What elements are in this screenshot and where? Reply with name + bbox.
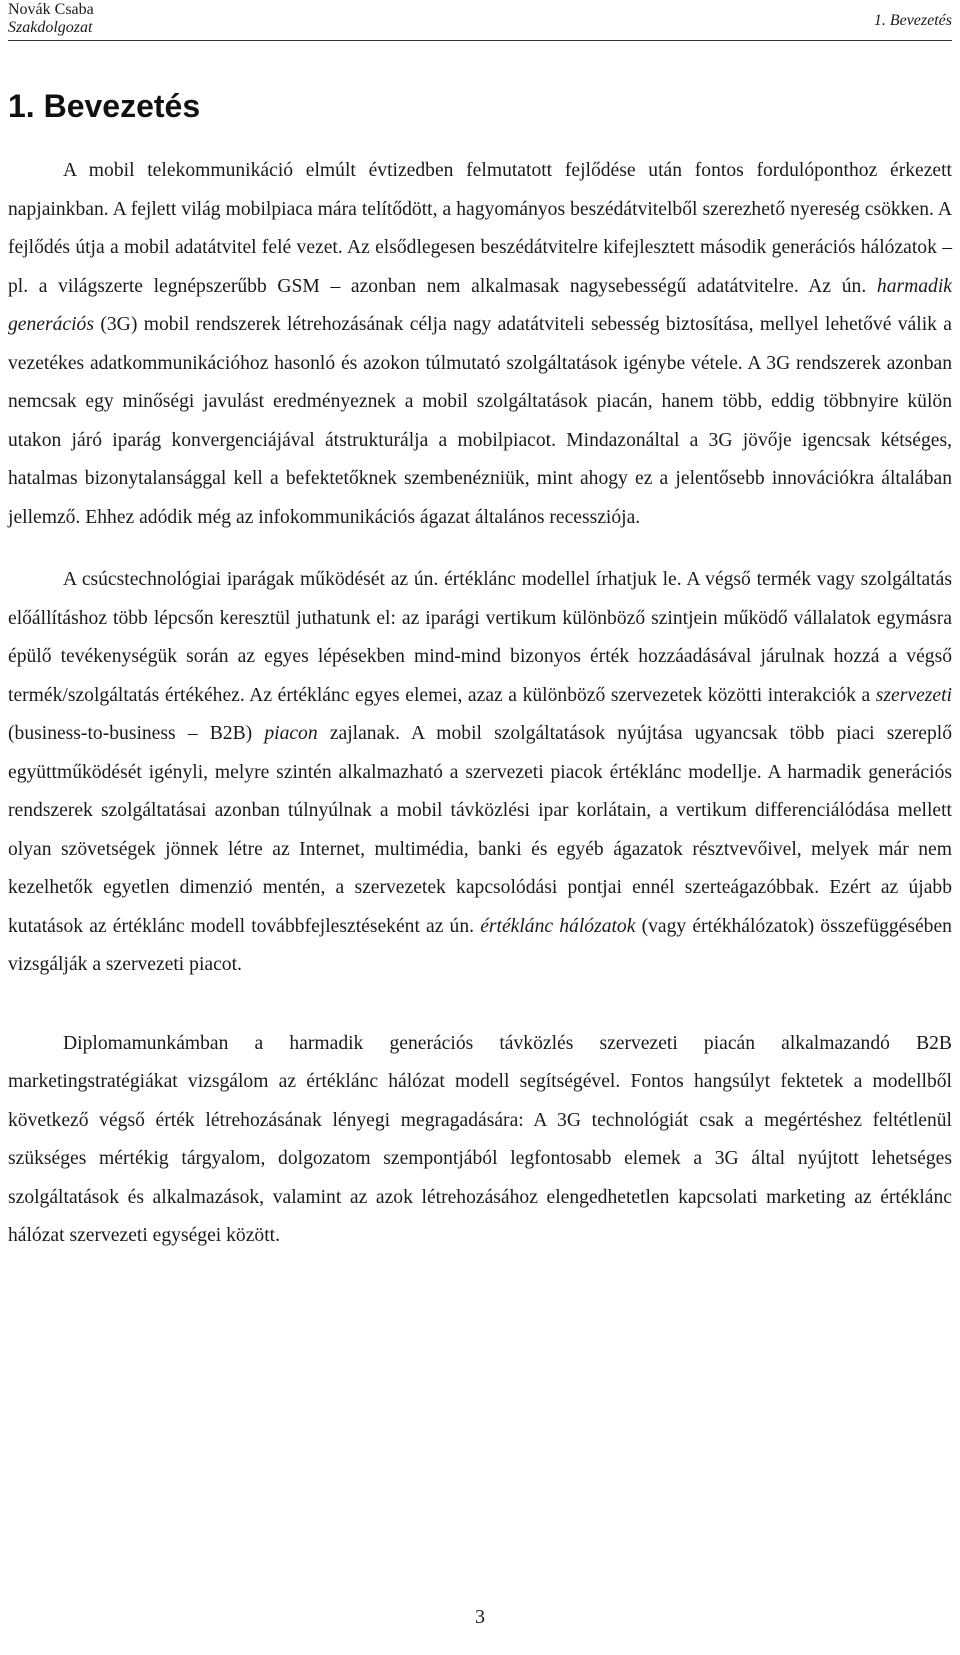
paragraph-2-text-2: (business-to-business – B2B) bbox=[8, 723, 253, 744]
paragraph-1-text-2: (3G) mobil rendszerek létrehozásának célja nagy adatátviteli sebesség biztosítása, mellyel lehetővé válik a vezetékes adatkommunikációhoz hasonló és azokon túlmutató szolgáltatások igénybe vétele. A 3G rendszerek azonban nemcsak egy minőségi javulást eredményeznek a mobil szolgáltatások piacán, hanem több, eddig többnyire külön utakon járó iparág konvergenciájával átstrukturálja a mobilpiacot. Mindazonáltal a 3G jövője igencsak kétséges, hatalmas bizonytalansággal kell a befektetőknek szembenézniük, mint ahogy ez a jelentősebb innovációkra általában jellemző. Ehhez adódik még az infokommunikációs ágazat általános recessziója. bbox=[8, 314, 952, 528]
paragraph-1-text-1: A mobil telekommunikáció elmúlt évtizedben felmutatott fejlődése után fontos fordulóponthoz érkezett napjainkban. A fejlett világ mobilpiaca mára telítődött, a hagyományos beszédátvitelből szerezhető nyereség csökken. A fejlődés útja a mobil adatátvitel felé vezet. Az elsődlegesen beszédátvitelre kifejlesztett második generációs hálózatok – pl. a világszerte legnépszerűbb GSM – azonban nem alkalmasak nagysebességű adatátvitelre. Az ún. bbox=[8, 160, 952, 297]
paragraph-2-text-1: A csúcstechnológiai iparágak működését az ún. értéklánc modellel írhatjuk le. A végső termék vagy szolgáltatás előállításhoz több lépcsőn keresztül juthatunk el: az iparági vertikum különböző szintjein működő vállalatok egymásra épülő tevékenységük során az egyes lépésekben mind-mind bizonyos érték hozzáadásával járulnak hozzá a végső termék/szolgáltatás értékéhez. Az értéklánc egyes elemei, azaz a különböző szervezetek közötti interakciók a bbox=[8, 569, 952, 706]
paragraph-2 bbox=[8, 561, 952, 985]
paragraph-1 bbox=[8, 152, 952, 537]
chapter-title: 1. Bevezetés bbox=[8, 88, 201, 124]
running-header bbox=[8, 0, 952, 41]
header-chapter: 1. Bevezetés bbox=[873, 12, 952, 29]
header-left bbox=[8, 1, 94, 37]
page-number: 3 bbox=[475, 1606, 485, 1628]
paragraph-2-text-3: zajlanak. A mobil szolgáltatások nyújtása ugyancsak több piaci szereplő együttműködését igényli, melyre szintén alkalmazható a szervezeti piacok értéklánc modellje. A harmadik generációs rendszerek szolgáltatásai azonban túlnyúlnak a mobil távközlési ipar korlátain, a vertikum differenciálódása mellett olyan szövetségek jönnek létre az Internet, multimédia, banki és egyéb ágazatok résztvevőivel, melyek már nem kezelhetők egyetlen dimenzió mentén, a szervezetek kapcsolódási pontjai ennél szerteágazóbbak. Ezért az újabb kutatások az értéklánc modell továbbfejlesztéseként az ún. bbox=[8, 723, 953, 937]
header-author: Novák Csaba bbox=[8, 1, 94, 18]
emphasis-piacon: piacon bbox=[264, 723, 318, 744]
emphasis-ertekl-halozatok: értéklánc hálózatok bbox=[480, 915, 636, 937]
paragraph-2-text-4: (vagy értékhálózatok) összefüggésében vizsgálják a szervezeti piacot. bbox=[8, 915, 952, 975]
emphasis-szervezeti: szervezeti bbox=[875, 684, 952, 706]
body-text bbox=[8, 152, 952, 1280]
paragraph-3 bbox=[8, 1025, 952, 1256]
paragraph-3-text-1: Diplomamunkámban a harmadik generációs távközlés szervezeti piacán alkalmazandó B2B marketingstratégiákat vizsgálom az értéklánc hálózat modell segítségével. Fontos hangsúlyt fektetek a modellből következő végső érték létrehozásának lényegi megragadására: A 3G technológiát csak a megértéshez feltétlenül szükséges mértékig tárgyalom, dolgozatom szempontjából legfontosabb elemek a 3G által nyújtott lehetséges szolgáltatások és alkalmazások, valamint az azok létrehozásához elengedhetetlen kapcsolati marketing az értéklánc hálózat szervezeti egységei között. bbox=[8, 1032, 952, 1246]
emphasis-harmadik-generacios: harmadik generációs bbox=[8, 275, 952, 335]
header-doctype: Szakdolgozat bbox=[8, 19, 93, 36]
